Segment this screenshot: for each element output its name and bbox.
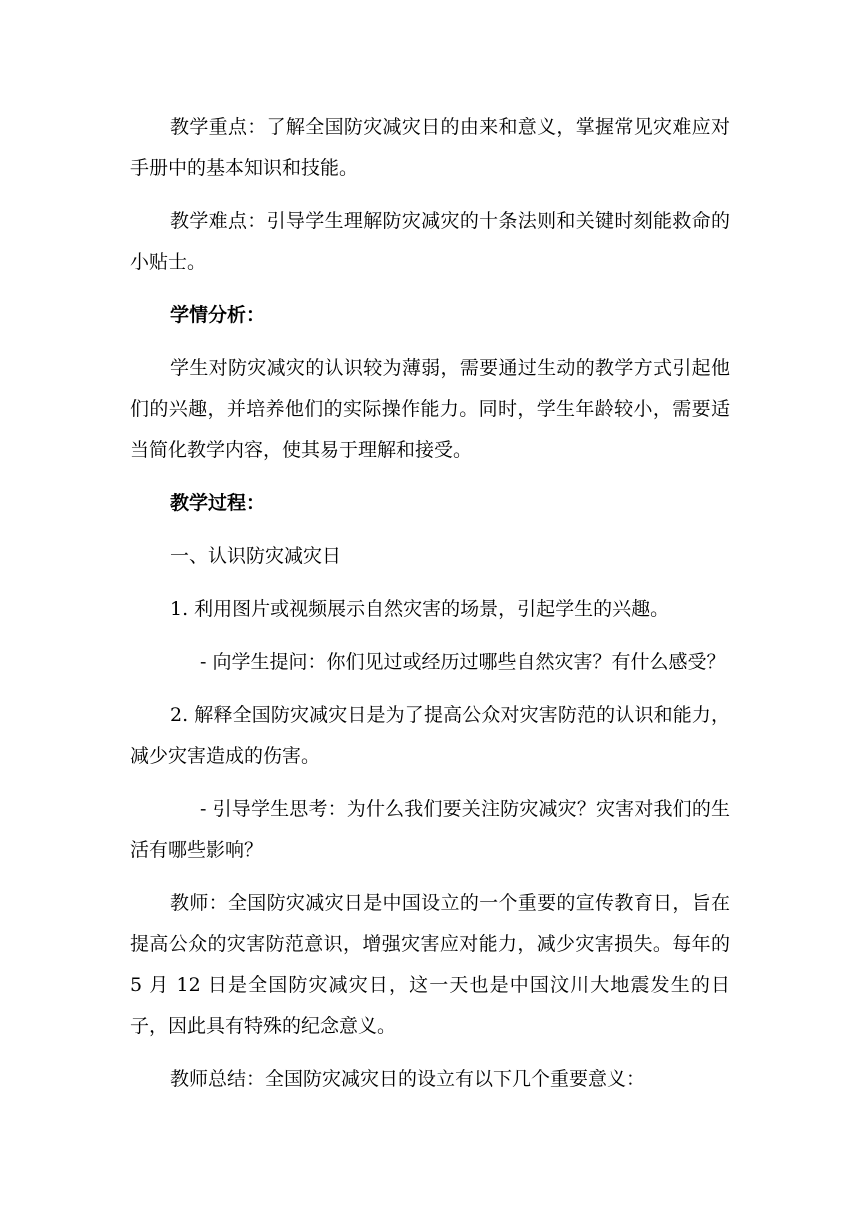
student-analysis-heading: 学情分析：: [170, 304, 266, 326]
step-one-paragraph: 1. 利用图片或视频展示自然灾害的场景，引起学生的兴趣。: [170, 598, 670, 620]
teacher-summary-paragraph: 教师总结：全国防灾减灾日的设立有以下几个重要意义：: [170, 1068, 646, 1090]
student-analysis-paragraph: 学生对防灾减灾的认识较为薄弱，需要通过生动的教学方式引起他们的兴趣，并培养他们的实际操作能力。同时，学生年龄较小，需要适当简化教学内容，使其易于理解和接受。: [130, 357, 730, 461]
teacher-explanation-paragraph: 教师：全国防灾减灾日是中国设立的一个重要的宣传教育日，旨在提高公众的灾害防范意识，增强灾害应对能力，减少灾害损失。每年的 5 月 12 日是全国防灾减灾日，这一天也是中国汶川大地震发生的日子，因此具有特殊的纪念意义。: [130, 892, 730, 1037]
step-one-question: - 向学生提问：你们见过或经历过哪些自然灾害？有什么感受？: [200, 651, 726, 673]
step-two-paragraph: 2. 解释全国防灾减灾日是为了提高公众对灾害防范的认识和能力，减少灾害造成的伤害。: [130, 704, 730, 767]
teaching-difficulty-paragraph: 教学难点：引导学生理解防灾减灾的十条法则和关键时刻能救命的小贴士。: [130, 210, 730, 273]
section-one-title: 一、认识防灾减灾日: [170, 545, 342, 567]
document-body: [130, 107, 730, 1112]
step-two-question: - 引导学生思考：为什么我们要关注防灾减灾？灾害对我们的生活有哪些影响？: [130, 798, 730, 861]
teaching-process-heading: 教学过程：: [170, 492, 266, 514]
teaching-focus-paragraph: 教学重点：了解全国防灾减灾日的由来和意义，掌握常见灾难应对手册中的基本知识和技能。: [130, 116, 730, 179]
